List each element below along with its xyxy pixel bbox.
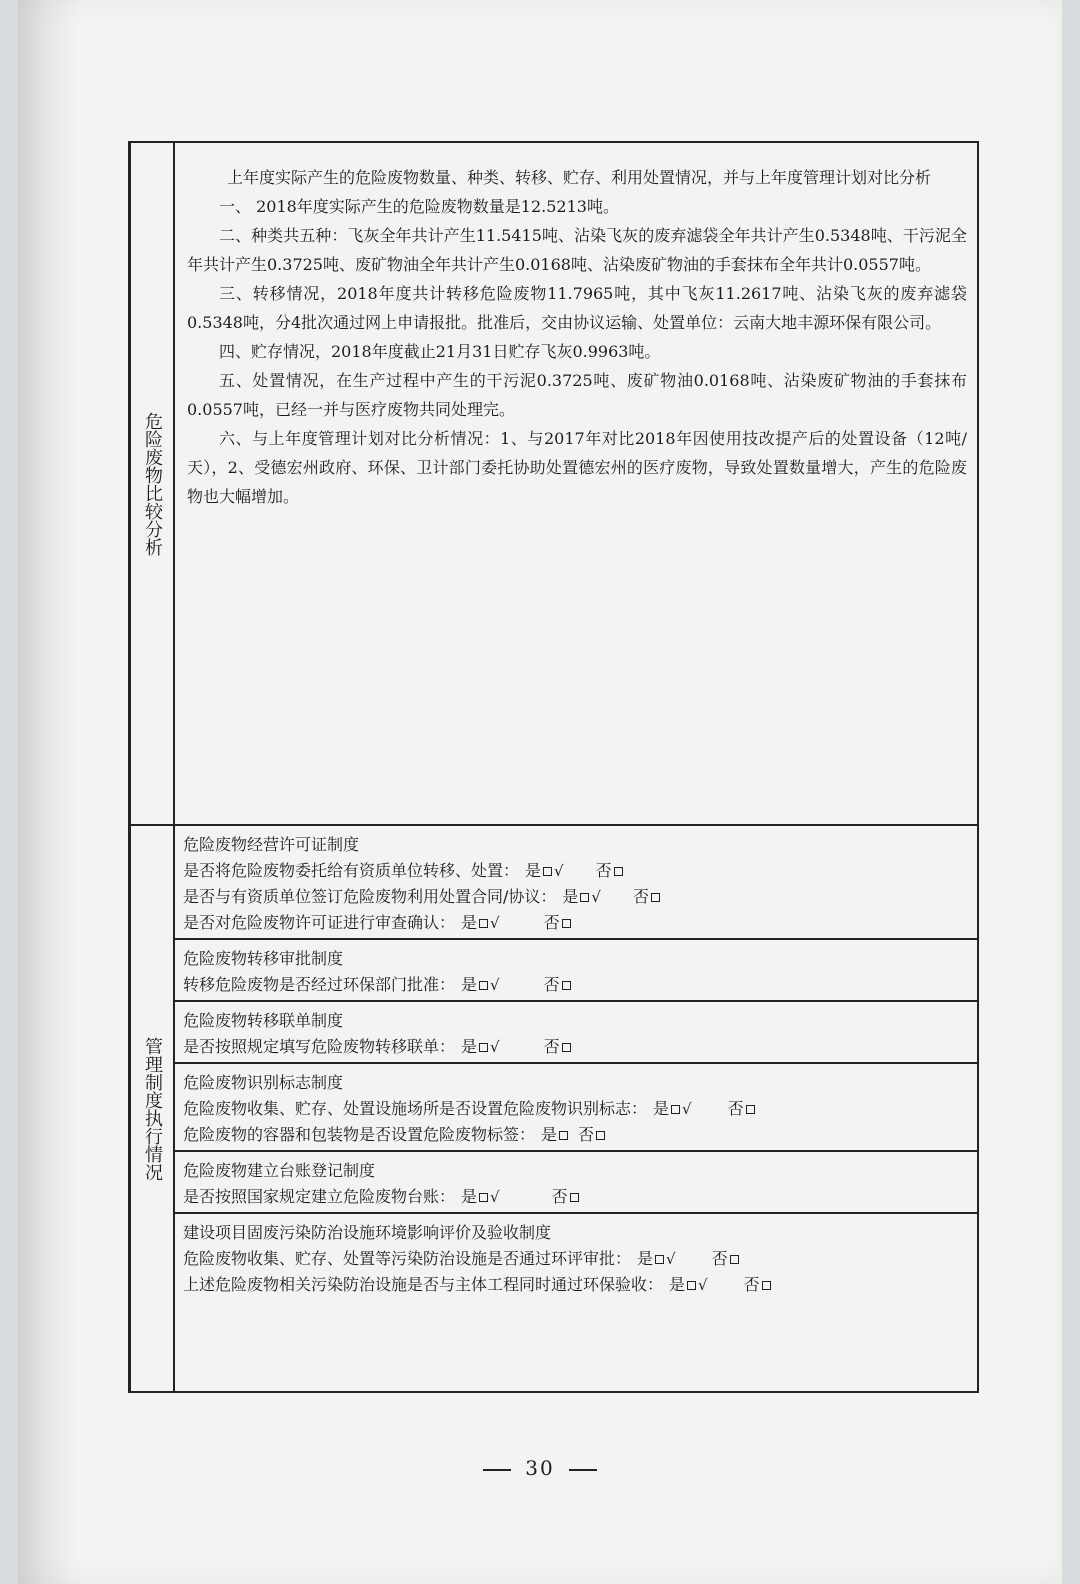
checkbox-icon <box>562 919 571 928</box>
checkbox-icon <box>746 1105 755 1114</box>
page-number: 30 <box>525 1456 555 1480</box>
yes-option[interactable]: 是 √ <box>461 1037 500 1056</box>
management-system-row <box>131 826 979 1393</box>
dash-left <box>483 1469 511 1471</box>
vertical-label-text: 危险废物比较分析 <box>142 411 163 556</box>
check-mark-icon: √ <box>698 1276 708 1294</box>
yes-option[interactable]: 是 <box>541 1125 570 1144</box>
paragraph-4: 四、贮存情况，2018年度截止21月31日贮存飞灰0.9963吨。 <box>219 342 661 361</box>
checkbox-icon <box>570 1193 579 1202</box>
comparison-analysis-content <box>175 143 979 824</box>
management-system-label <box>131 826 175 1391</box>
checklist-item: 是否将危险废物委托给有资质单位转移、处置： 是 √ 否 <box>183 858 977 884</box>
section-eia-acceptance <box>175 1214 977 1391</box>
checkbox-icon <box>596 1131 605 1140</box>
checkbox-icon <box>687 1281 696 1290</box>
section-transfer-manifest <box>175 1002 977 1064</box>
section-title: 危险废物经营许可证制度 <box>183 835 360 854</box>
yes-option[interactable]: 是 √ <box>637 1249 676 1268</box>
checkbox-icon <box>479 981 488 990</box>
checkbox-icon <box>762 1281 771 1290</box>
checkbox-icon <box>580 893 589 902</box>
section-title: 建设项目固废污染防治设施环境影响评价及验收制度 <box>183 1223 552 1242</box>
no-option[interactable]: 否 <box>596 861 625 880</box>
paragraph-intro: 上年度实际产生的危险废物数量、种类、转移、贮存、利用处置情况，并与上年度管理计划对比分析 <box>227 168 932 187</box>
yes-option[interactable]: 是 √ <box>653 1099 692 1118</box>
comparison-analysis-row <box>131 143 979 826</box>
paragraph-1: 一、 2018年度实际产生的危险废物数量是12.5213吨。 <box>219 197 619 216</box>
vertical-label-text: 管理制度执行情况 <box>142 1036 163 1181</box>
section-ledger-registration <box>175 1152 977 1214</box>
page-shadow <box>18 0 78 1584</box>
checkbox-icon <box>730 1255 739 1264</box>
section-title: 危险废物识别标志制度 <box>183 1073 344 1092</box>
no-option[interactable]: 否 <box>552 1187 581 1206</box>
no-option[interactable]: 否 <box>578 1125 607 1144</box>
paragraph-3: 三、转移情况，2018年度共计转移危险废物11.7965吨，其中飞灰11.2617吨、沾染飞灰的废弃滤袋0.5348吨，分4批次通过网上申请报批。批准后，交由协议运输、处置单位：云南大地丰源环保有限公司。 <box>187 284 967 332</box>
checklist-item: 危险废物的容器和包装物是否设置危险废物标签： 是 否 <box>183 1122 977 1148</box>
no-option[interactable]: 否 <box>744 1275 773 1294</box>
checkbox-icon <box>614 867 623 876</box>
yes-option[interactable]: 是 √ <box>461 913 500 932</box>
check-mark-icon: √ <box>591 888 601 906</box>
check-mark-icon: √ <box>490 914 500 932</box>
yes-option[interactable]: 是 √ <box>461 975 500 994</box>
checkbox-icon <box>671 1105 680 1114</box>
checkbox-icon <box>559 1131 568 1140</box>
checkbox-icon <box>651 893 660 902</box>
checkbox-icon <box>479 1043 488 1052</box>
yes-option[interactable]: 是 √ <box>525 861 564 880</box>
paragraph-5: 五、处置情况，在生产过程中产生的干污泥0.3725吨、废矿物油0.0168吨、沾染废矿物油的手套抹布0.0557吨，已经一并与医疗废物共同处理完。 <box>187 371 967 419</box>
checklist-item: 是否对危险废物许可证进行审查确认： 是 √ 否 <box>183 910 977 936</box>
checklist-item: 是否与有资质单位签订危险废物利用处置合同/协议： 是 √ 否 <box>183 884 977 910</box>
checkbox-icon <box>562 981 571 990</box>
checkbox-icon <box>543 867 552 876</box>
checklist-item: 是否按照国家规定建立危险废物台账： 是 √ 否 <box>183 1184 977 1210</box>
checkbox-icon <box>479 1193 488 1202</box>
section-identification-mark <box>175 1064 977 1152</box>
no-option[interactable]: 否 <box>544 913 573 932</box>
section-license-system <box>175 826 977 940</box>
paragraph-2: 二、种类共五种：飞灰全年共计产生11.5415吨、沾染飞灰的废弃滤袋全年共计产生0.5348吨、干污泥全年共计产生0.3725吨、废矿物油全年共计产生0.0168吨、沾染废矿物油的手套抹布全年共计0.0557吨。 <box>187 226 967 274</box>
no-option[interactable]: 否 <box>712 1249 741 1268</box>
checklist-item: 转移危险废物是否经过环保部门批准： 是 √ 否 <box>183 972 977 998</box>
check-mark-icon: √ <box>682 1100 692 1118</box>
document-page <box>18 0 1062 1584</box>
no-option[interactable]: 否 <box>633 887 662 906</box>
paragraph-6: 六、与上年度管理计划对比分析情况：1、与2017年对比2018年因使用技改提产后的处置设备（12吨/天），2、受德宏州政府、环保、卫计部门委托协助处置德宏州的医疗废物，导致处置数量增大，产生的危险废物也大幅增加。 <box>187 429 967 506</box>
yes-option[interactable]: 是 √ <box>669 1275 708 1294</box>
check-mark-icon: √ <box>490 976 500 994</box>
checkbox-icon <box>479 919 488 928</box>
section-title: 危险废物转移审批制度 <box>183 949 344 968</box>
no-option[interactable]: 否 <box>544 1037 573 1056</box>
check-mark-icon: √ <box>490 1188 500 1206</box>
form-table <box>128 141 979 1393</box>
check-mark-icon: √ <box>666 1250 676 1268</box>
section-transfer-approval <box>175 940 977 1002</box>
checklist-item: 危险废物收集、贮存、处置设施场所是否设置危险废物识别标志： 是 √ 否 <box>183 1096 977 1122</box>
check-mark-icon: √ <box>490 1038 500 1056</box>
checkbox-icon <box>562 1043 571 1052</box>
no-option[interactable]: 否 <box>544 975 573 994</box>
no-option[interactable]: 否 <box>728 1099 757 1118</box>
checkbox-icon <box>655 1255 664 1264</box>
section-title: 危险废物转移联单制度 <box>183 1011 344 1030</box>
section-title: 危险废物建立台账登记制度 <box>183 1161 376 1180</box>
dash-right <box>569 1469 597 1471</box>
page-footer <box>18 1456 1062 1480</box>
checklist-item: 上述危险废物相关污染防治设施是否与主体工程同时通过环保验收： 是 √ 否 <box>183 1272 977 1298</box>
yes-option[interactable]: 是 √ <box>461 1187 500 1206</box>
yes-option[interactable]: 是 √ <box>562 887 601 906</box>
comparison-analysis-label <box>131 143 175 824</box>
checklist-item: 危险废物收集、贮存、处置等污染防治设施是否通过环评审批： 是 √ 否 <box>183 1246 977 1272</box>
check-mark-icon: √ <box>554 862 564 880</box>
management-system-sections <box>175 826 979 1391</box>
checklist-item: 是否按照规定填写危险废物转移联单： 是 √ 否 <box>183 1034 977 1060</box>
